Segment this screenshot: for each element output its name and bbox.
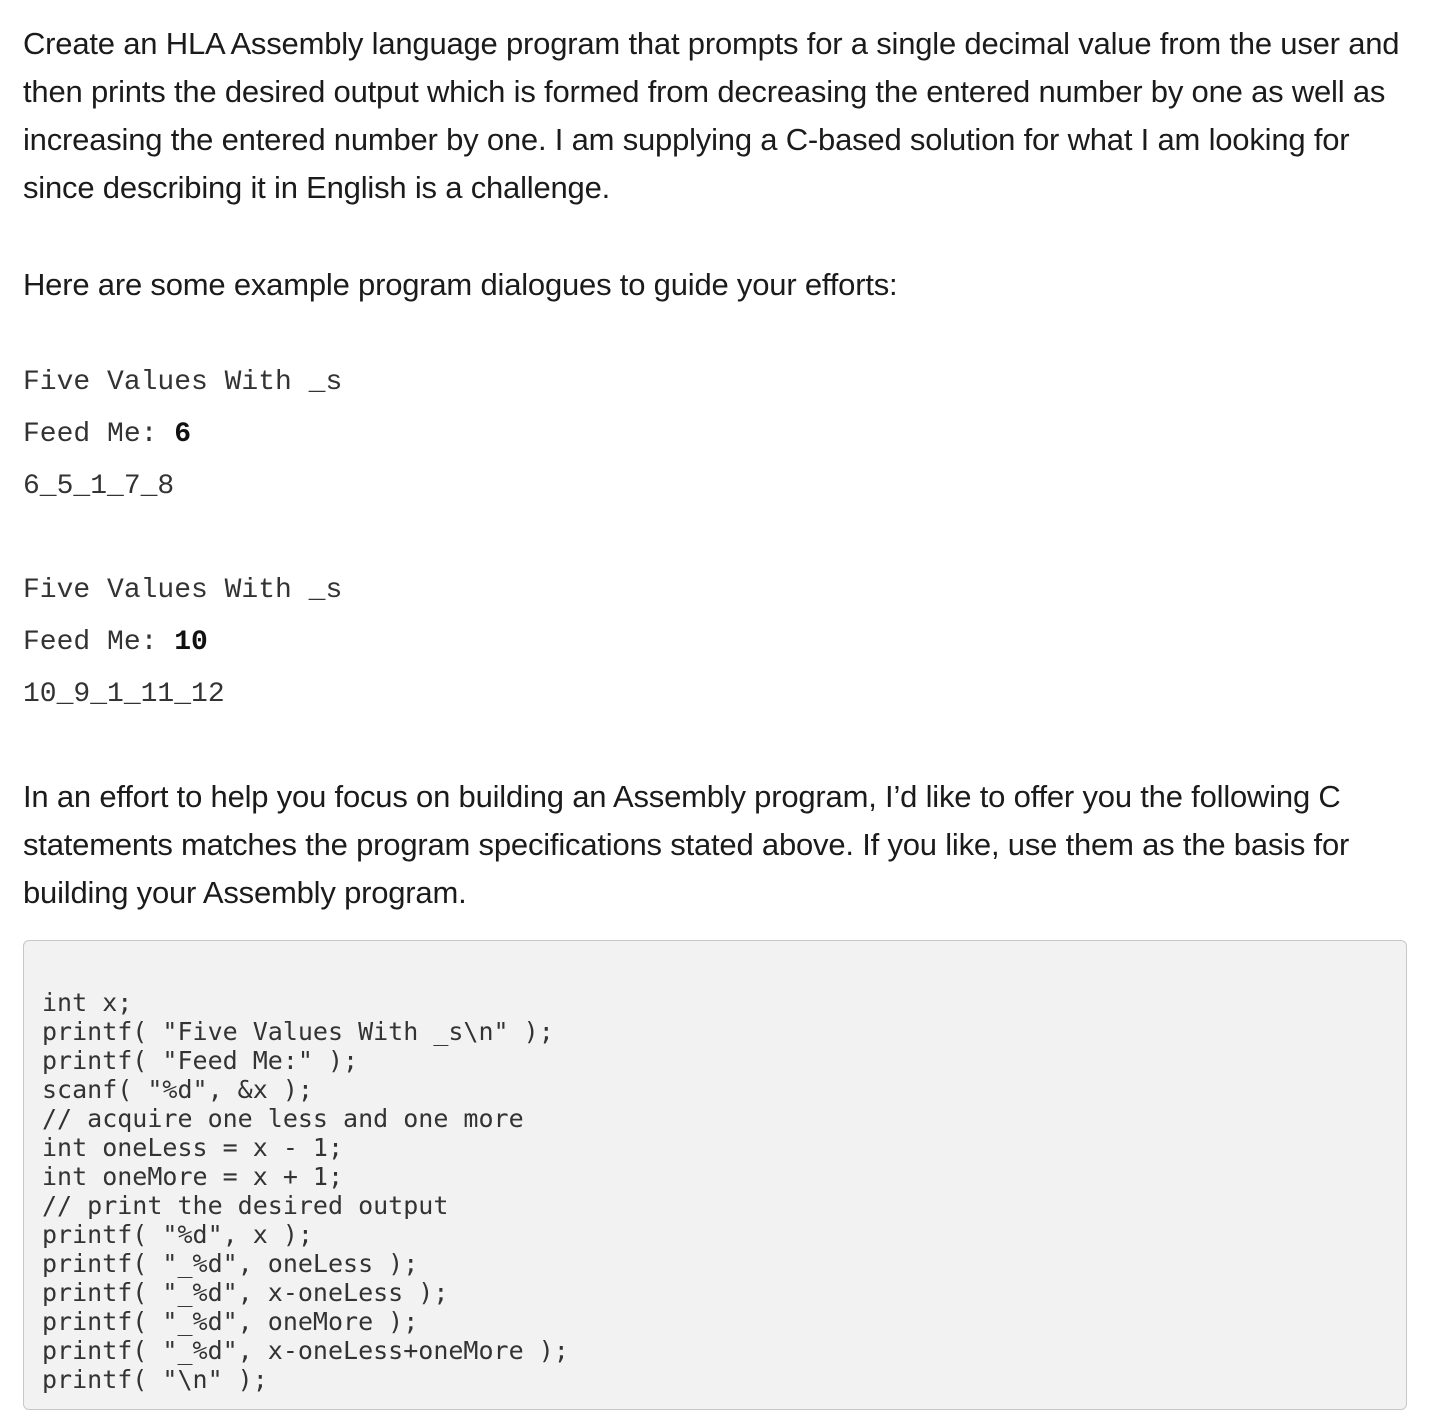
code-line: printf( "Five Values With _s\n" ); bbox=[42, 1017, 554, 1046]
dialogue-prompt: Feed Me: bbox=[23, 627, 175, 658]
examples-heading: Here are some example program dialogues to guide your efforts: bbox=[23, 267, 898, 302]
dialogue-header: Five Values With _s bbox=[23, 575, 343, 606]
dialogue-output: 10_9_1_11_12 bbox=[23, 679, 225, 710]
assignment-description: Create an HLA Assembly language program that prompts for a single decimal value from the user and then prints the desired output which is formed from decreasing the entered number by one as well as increasing the entered number by one. I am supplying a C-based solution for what I am looking for since describing it in English is a challenge. bbox=[23, 26, 1400, 205]
code-line: scanf( "%d", &x ); bbox=[42, 1075, 313, 1104]
code-line: printf( "_%d", x-oneLess ); bbox=[42, 1278, 449, 1307]
code-line: int oneLess = x - 1; bbox=[42, 1133, 344, 1162]
code-line: printf( "%d", x ); bbox=[42, 1220, 313, 1249]
dialogue-prompt: Feed Me: bbox=[23, 419, 175, 450]
code-line: printf( "_%d", oneMore ); bbox=[42, 1307, 419, 1336]
dialogue-output: 6_5_1_7_8 bbox=[23, 471, 175, 502]
code-line: int oneMore = x + 1; bbox=[42, 1162, 344, 1191]
code-line: // acquire one less and one more bbox=[42, 1104, 524, 1133]
dialogue-header: Five Values With _s bbox=[23, 367, 343, 398]
dialogue-prompt-line bbox=[23, 409, 342, 461]
code-line: printf( "Feed Me:" ); bbox=[42, 1046, 359, 1075]
c-source-code bbox=[42, 988, 569, 1394]
dialogue-user-input: 6 bbox=[174, 419, 192, 450]
code-line: printf( "_%d", x-oneLess+oneMore ); bbox=[42, 1336, 569, 1365]
code-line: printf( "\n" ); bbox=[42, 1365, 268, 1394]
c-code-intro: In an effort to help you focus on building an Assembly program, I’d like to offer you the following C statements matches the program specifications stated above. If you like, use them as the basis for building your Assembly program. bbox=[23, 779, 1350, 910]
code-line: // print the desired output bbox=[42, 1191, 449, 1220]
example-dialogue bbox=[23, 565, 342, 721]
dialogue-prompt-line bbox=[23, 617, 342, 669]
example-dialogue bbox=[23, 357, 342, 513]
code-line: int x; bbox=[42, 988, 133, 1017]
code-block bbox=[23, 940, 1407, 1410]
code-line: printf( "_%d", oneLess ); bbox=[42, 1249, 419, 1278]
dialogue-user-input: 10 bbox=[174, 627, 208, 658]
